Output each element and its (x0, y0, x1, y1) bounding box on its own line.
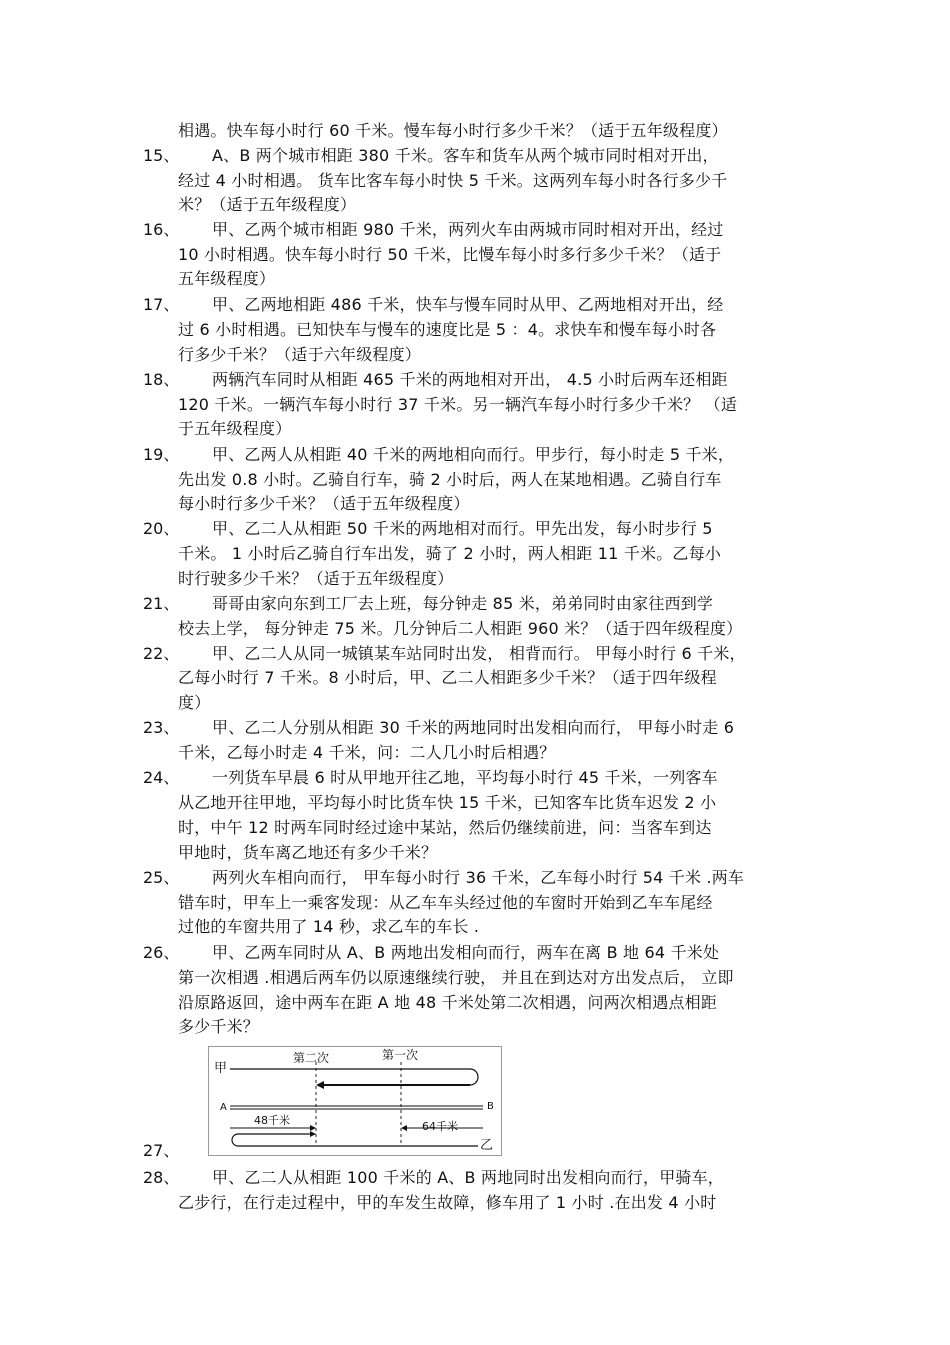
problem-24-line-3: 时，中午 12 时两车同时经过途中某站，然后仍继续前进，问：当客车到达 (178, 818, 712, 837)
problem-22-line-3: 度） (178, 693, 211, 712)
problem-25-line-1: 两列火车相向而行， 甲车每小时行 36 千米，乙车每小时行 54 千米 .两车 (212, 868, 745, 887)
problem-18-number: 18、 (143, 370, 180, 389)
problem-16-number: 16、 (143, 220, 180, 239)
problem-19-line-1: 甲、乙两人从相距 40 千米的两地相向而行。甲步行，每小时走 5 千米， (212, 445, 735, 464)
problem-18-line-3: 于五年级程度） (178, 419, 292, 438)
label-a: A (220, 1102, 227, 1113)
problem-17-line-2: 过 6 小时相遇。已知快车与慢车的速度比是 5 ：4。求快车和慢车每小时各 (178, 320, 717, 339)
problem-16-line-1: 甲、乙两个城市相距 980 千米，两列火车由两城市同时相对开出，经过 (212, 220, 724, 239)
label-b: B (487, 1101, 494, 1112)
problem-24-line-2: 从乙地开往甲地，平均每小时比货车快 15 千米，已知客车比货车迟发 2 小 (178, 793, 717, 812)
meeting-diagram (208, 1046, 502, 1156)
problem-22-line-1: 甲、乙二人从同一城镇某车站同时出发， 相背而行。 甲每小时行 6 千米， (212, 644, 746, 663)
problem-19-line-2: 先出发 0.8 小时。乙骑自行车，骑 2 小时后，两人在某地相遇。乙骑自行车 (178, 470, 722, 489)
problem-16-line-2: 10 小时相遇。快车每小时行 50 千米，比慢车每小时多行多少千米？（适于 (178, 245, 722, 264)
problem-16-line-3: 五年级程度） (178, 269, 276, 288)
problem-15-number: 15、 (143, 146, 180, 165)
problem-19-number: 19、 (143, 445, 180, 464)
problem-24-number: 24、 (143, 768, 180, 787)
problem-22-number: 22、 (143, 644, 180, 663)
problem-28-line-2: 乙步行，在行走过程中，甲的车发生故障，修车用了 1 小时 .在出发 4 小时 (178, 1193, 717, 1212)
label-first-meeting: 第一次 (382, 1048, 419, 1062)
problem-17-line-1: 甲、乙两地相距 486 千米，快车与慢车同时从甲、乙两地相对开出，经 (212, 295, 724, 314)
problem-24-line-4: 甲地时，货车离乙地还有多少千米？ (178, 843, 438, 862)
problem-25-line-3: 过他的车窗共用了 14 秒，求乙车的车长 . (178, 917, 480, 936)
problem-20-line-1: 甲、乙二人从相距 50 千米的两地相对而行。甲先出发，每小时步行 5 (212, 519, 713, 538)
problem-27-number: 27、 (143, 1141, 180, 1160)
problem-14-line-1: 相遇。快车每小时行 60 千米。慢车每小时行多少千米？（适于五年级程度） (178, 121, 728, 140)
problem-28-number: 28、 (143, 1168, 180, 1187)
label-jia: 甲 (214, 1061, 228, 1076)
problem-23-number: 23、 (143, 718, 180, 737)
problem-23-line-1: 甲、乙二人分别从相距 30 千米的两地同时出发相向而行， 甲每小时走 6 (212, 718, 735, 737)
diagram-border (209, 1047, 502, 1156)
problem-15-line-2: 经过 4 小时相遇。 货车比客车每小时快 5 千米。这两列车每小时各行多少千 (178, 171, 728, 190)
problem-21-number: 21、 (143, 594, 180, 613)
problem-21-line-2: 校去上学， 每分钟走 75 米。几分钟后二人相距 960 米？（适于四年级程度） (178, 619, 743, 638)
problem-19-line-3: 每小时行多少千米？（适于五年级程度） (178, 494, 470, 513)
problem-15-line-3: 米？（适于五年级程度） (178, 195, 357, 214)
label-64km: 64千米 (422, 1120, 458, 1133)
problem-24-line-1: 一列货车早晨 6 时从甲地开往乙地，平均每小时行 45 千米，一列客车 (212, 768, 718, 787)
label-48km: 48千米 (254, 1114, 290, 1127)
problem-26-line-1: 甲、乙两车同时从 A、B 两地出发相向而行，两车在离 B 地 64 千米处 (212, 943, 720, 962)
problem-26-number: 26、 (143, 943, 180, 962)
problem-18-line-1: 两辆汽车同时从相距 465 千米的两地相对开出， 4.5 小时后两车还相距 (212, 370, 728, 389)
problem-26-line-4: 多少千米？ (178, 1017, 260, 1036)
problem-28-line-1: 甲、乙二人从相距 100 千米的 A、B 两地同时出发相向而行，甲骑车， (212, 1168, 725, 1187)
problem-22-line-2: 乙每小时行 7 千米。8 小时后，甲、乙二人相距多少千米？（适于四年级程 (178, 668, 717, 687)
problem-26-line-2: 第一次相遇 .相遇后两车仍以原速继续行驶， 并且在到达对方出发点后， 立即 (178, 968, 734, 987)
problem-25-line-2: 错车时，甲车上一乘客发现：从乙车车头经过他的车窗时开始到乙车车尾经 (178, 893, 713, 912)
problem-26-line-3: 沿原路返回，途中两车在距 A 地 48 千米处第二次相遇，问两次相遇点相距 (178, 993, 718, 1012)
problem-20-line-3: 时行驶多少千米？（适于五年级程度） (178, 569, 454, 588)
problem-20-number: 20、 (143, 519, 180, 538)
problem-21-line-1: 哥哥由家向东到工厂去上班，每分钟走 85 米，弟弟同时由家往西到学 (212, 594, 714, 613)
problem-17-number: 17、 (143, 295, 180, 314)
label-second-meeting: 第二次 (293, 1051, 330, 1065)
problem-25-number: 25、 (143, 868, 180, 887)
problem-17-line-3: 行多少千米？（适于六年级程度） (178, 345, 422, 364)
label-yi: 乙 (480, 1138, 494, 1153)
problem-20-line-2: 千米。 1 小时后乙骑自行车出发，骑了 2 小时，两人相距 11 千米。乙每小 (178, 544, 722, 563)
problem-23-line-2: 千米，乙每小时走 4 千米，问：二人几小时后相遇？ (178, 743, 556, 762)
problem-15-line-1: A、B 两个城市相距 380 千米。客车和货车从两个城市同时相对开出， (212, 146, 719, 165)
problem-18-line-2: 120 千米。一辆汽车每小时行 37 千米。另一辆汽车每小时行多少千米？ （适 (178, 395, 738, 414)
